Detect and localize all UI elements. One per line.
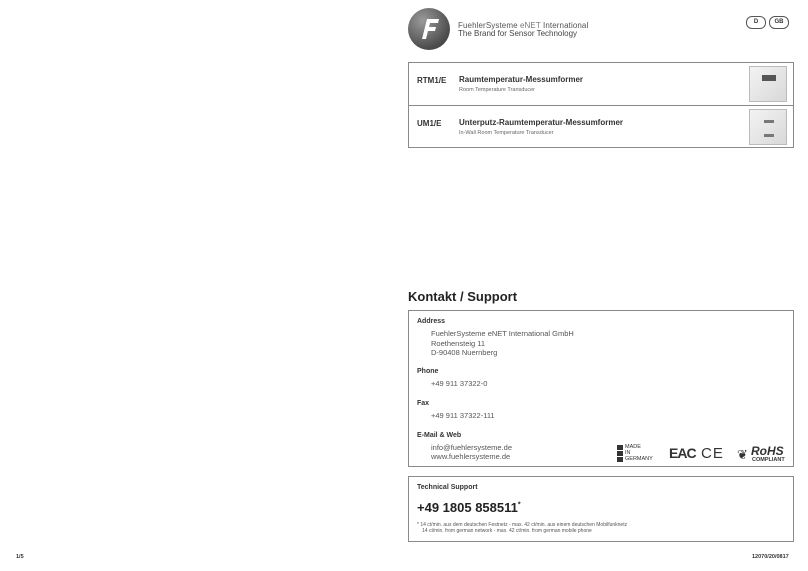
in-wall-sensor-image [749, 109, 787, 145]
fax-label: Fax [417, 400, 430, 407]
rohs-logo [737, 445, 785, 463]
made-line: GERMANY [625, 455, 653, 462]
contact-title: Kontakt / Support [408, 289, 518, 304]
product-subtitle: Room Temperature Transducer [459, 87, 536, 93]
brand-tagline: The Brand for Sensor Technology [458, 29, 578, 38]
button-strip-icon [764, 120, 774, 123]
page-number: 1/5 [16, 554, 24, 560]
phone-value[interactable]: +49 911 37322-0 [431, 379, 488, 388]
rohs-text: RoHS [751, 444, 784, 458]
address-label: Address [417, 318, 446, 325]
phone-label: Phone [417, 368, 439, 375]
product-code: UM1/E [417, 119, 442, 128]
lang-button-de[interactable]: D [746, 16, 766, 29]
certification-logos [617, 445, 789, 465]
leaf-icon: ❦ [737, 447, 748, 462]
made-line: IN [625, 449, 631, 456]
product-row [409, 63, 793, 106]
made-in-germany-logo [617, 445, 653, 462]
ce-mark: CE [701, 445, 724, 462]
email-label: E-Mail & Web [417, 432, 462, 439]
address-line: FuehlerSysteme eNET International GmbH [431, 329, 574, 338]
made-line: MADE [625, 444, 641, 450]
display-icon [762, 75, 776, 81]
company-logo [408, 8, 450, 50]
brand-prefix: FuehlerSysteme [458, 21, 520, 30]
support-note [417, 522, 627, 535]
button-strip-icon [764, 134, 774, 137]
support-box [408, 476, 794, 542]
brand-suffix: International [540, 21, 589, 30]
lang-button-gb[interactable]: GB [769, 16, 789, 29]
address-line: Roethensteig 11 [431, 339, 486, 348]
support-label: Technical Support [417, 484, 478, 491]
email-link[interactable]: info@fuehlersysteme.de [431, 443, 512, 452]
product-code: RTM1/E [417, 76, 447, 85]
brand-highlight: eNET [519, 21, 541, 30]
product-table [408, 62, 794, 148]
product-title: Raumtemperatur-Messumformer [459, 75, 584, 84]
web-link[interactable]: www.fuehlersysteme.de [431, 452, 511, 461]
product-title: Unterputz-Raumtemperatur-Messumformer [459, 118, 624, 127]
document-id: 12070/20/0817 [752, 554, 789, 560]
support-phone-number: +49 1805 858511 [417, 500, 518, 515]
support-phone[interactable] [417, 500, 521, 515]
eac-mark: EAC [669, 445, 696, 461]
fax-value: +49 911 37322-111 [431, 411, 495, 420]
product-subtitle: In-Wall Room Temperature Transducer [459, 130, 554, 136]
support-note-de: * 14 ct/min. aus dem deutschen Festnetz - max. 42 ct/min. aus einem deutschen Mobilfunknetz [417, 522, 628, 528]
contact-box [408, 310, 794, 467]
address-line: D-90408 Nuernberg [431, 348, 498, 357]
f-logo-icon [414, 14, 444, 44]
flag-icon [617, 445, 623, 462]
support-note-en: 14 ct/min. from german network - max. 42 ct/min. from german mobile phone [422, 528, 592, 535]
product-row [409, 106, 793, 148]
room-sensor-image [749, 66, 787, 102]
support-phone-mark: * [517, 501, 521, 509]
rohs-subtext: COMPLIANT [752, 457, 785, 463]
